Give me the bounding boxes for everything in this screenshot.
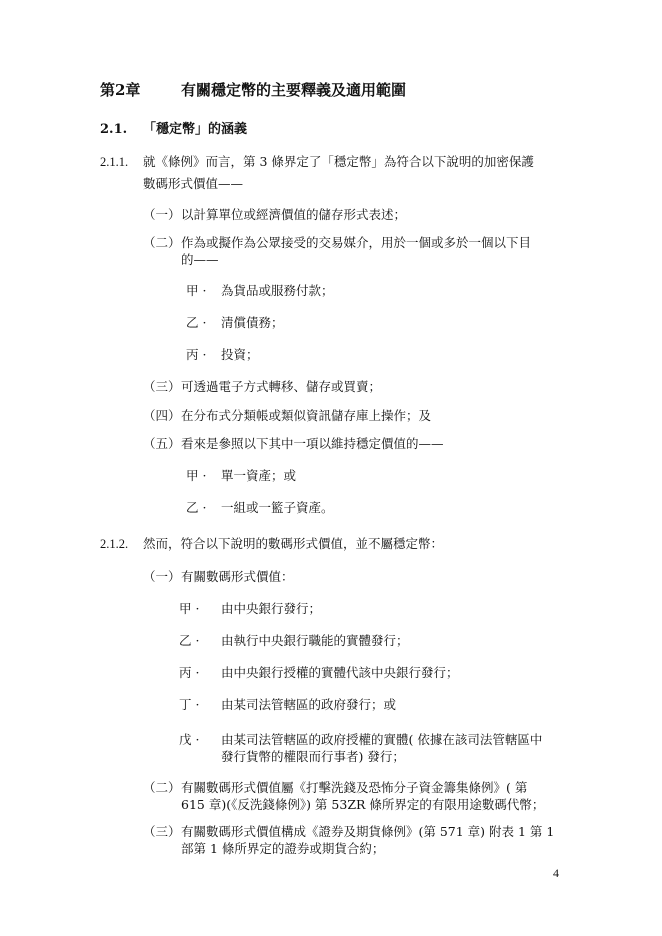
subitem-mark-yi: 乙 ·	[186, 315, 207, 330]
item-mark-4: （四）	[143, 408, 181, 423]
exclusion-item-text-3-line-1: 有關數碼形式價值構成《證券及期貨條例》(第 571 章) 附表 1 第 1	[181, 824, 555, 839]
exclusion-sub-text-wu: 由某司法管轄區的政府授權的實體( 依據在該司法管轄區中	[221, 732, 543, 747]
exclusion-sub-text-wu-cont: 發行貨幣的權限而行事者) 發行；	[221, 749, 405, 764]
subitem-text-jia: 為貨品或服務付款；	[221, 283, 334, 298]
subitem5-mark-yi: 乙 ·	[186, 500, 207, 515]
subitem-text-yi: 清償債務；	[221, 315, 284, 330]
item-mark-2: （二）	[143, 235, 181, 250]
exclusion-sub-text-jia: 由中央銀行發行；	[221, 601, 322, 616]
paragraph-number-2-1-2: 2.1.2.	[100, 537, 129, 551]
subitem5-mark-jia: 甲 ·	[186, 468, 207, 483]
exclusion-sub-text-bing: 由中央銀行授權的實體代該中央銀行發行；	[221, 665, 459, 680]
paragraph-number-2-1-1: 2.1.1.	[100, 155, 129, 169]
exclusion-item-mark-2: （二）	[143, 780, 181, 795]
item-mark-5: （五）	[143, 436, 181, 451]
item-text-2-cont: 的——	[181, 252, 219, 267]
subitem-mark-jia: 甲 ·	[186, 283, 207, 298]
item-text-2: 作為或擬作為公眾接受的交易媒介，用於一個或多於一個以下目	[181, 235, 532, 250]
exclusion-sub-text-yi: 由執行中央銀行職能的實體發行；	[221, 633, 409, 648]
item-text-3: 可透過電子方式轉移、儲存或買賣；	[181, 379, 382, 394]
exclusion-item-text-3-line-2: 部第 1 條所界定的證券或期貨合約；	[181, 841, 385, 856]
exclusion-sub-mark-ding: 丁 ·	[179, 697, 200, 712]
exclusion-sub-text-ding: 由某司法管轄區的政府發行；或	[221, 697, 397, 712]
item-text-5: 看來是參照以下其中一項以維持穩定價值的——	[181, 436, 444, 451]
exclusion-sub-mark-bing: 丙 ·	[179, 665, 200, 680]
exclusion-item-mark-3: （三）	[143, 824, 181, 839]
subitem-text-bing: 投資；	[221, 347, 259, 362]
section-title: 「穩定幣」的涵義	[143, 122, 248, 137]
exclusion-sub-mark-wu: 戊 ·	[179, 732, 200, 747]
subitem-mark-bing: 丙 ·	[186, 347, 207, 362]
exclusion-sub-mark-yi: 乙 ·	[179, 633, 200, 648]
exclusion-sub-mark-jia: 甲 ·	[179, 601, 200, 616]
subitem5-text-jia: 單一資產；或	[221, 468, 297, 483]
exclusion-item-text-1: 有關數碼形式價值：	[181, 569, 294, 584]
paragraph-2-1-1-line-2: 數碼形式價值——	[143, 176, 244, 191]
subitem5-text-yi: 一組或一籃子資產。	[221, 500, 334, 515]
paragraph-2-1-1-line-1: 就《條例》而言，第 3 條界定了「穩定幣」為符合以下說明的加密保護	[143, 154, 534, 169]
item-mark-1: （一）	[143, 207, 181, 222]
exclusion-item-mark-1: （一）	[143, 569, 181, 584]
item-text-4: 在分布式分類帳或類似資訊儲存庫上操作；及	[181, 408, 432, 423]
exclusion-item-text-2-line-1: 有關數碼形式價值屬《打擊洗錢及恐怖分子資金籌集條例》( 第	[181, 780, 528, 795]
item-text-1: 以計算單位或經濟價值的儲存形式表述；	[181, 207, 407, 222]
item-mark-3: （三）	[143, 379, 181, 394]
page-number: 4	[553, 866, 559, 880]
chapter-title: 有關穩定幣的主要釋義及適用範圍	[181, 81, 407, 99]
exclusion-item-text-2-line-2: 615 章)(《反洗錢條例》) 第 53ZR 條所界定的有限用途數碼代幣；	[181, 797, 545, 812]
chapter-number: 第2章	[100, 81, 141, 99]
paragraph-2-1-2-line-1: 然而，符合以下說明的數碼形式價值，並不屬穩定幣：	[143, 536, 444, 551]
section-number: 2.1.	[100, 122, 128, 137]
